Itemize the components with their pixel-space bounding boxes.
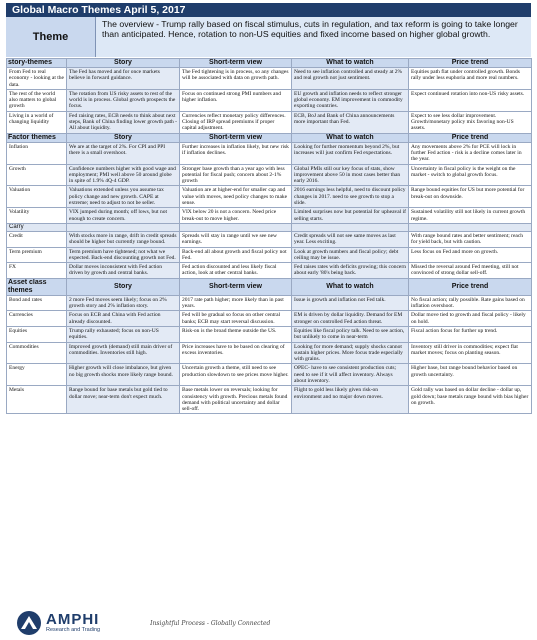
cell-story: Dollar moves inconsistent with Fed action driven by growth and central banks.: [67, 263, 180, 279]
cell-short: VIX below 20 is not a concern. Need price break-out to move higher.: [180, 208, 292, 224]
row-label: Valuation: [7, 186, 67, 208]
column-header-watch: What to watch: [292, 133, 409, 142]
column-header-short: Short-term view: [180, 59, 292, 68]
table-row: [7, 89, 532, 111]
cell-watch: Flight to gold less likely given risk-on environment and no major down moves.: [292, 386, 409, 414]
cell-story: We are at the target of 2%. For CPI and PPI there is a small overshoot.: [67, 142, 180, 164]
column-header-price: Price trend: [409, 278, 532, 295]
table-row: [7, 342, 532, 364]
section-header: [7, 59, 532, 68]
cell-watch: Look at growth numbers and fiscal policy; debt ceiling may be issue.: [292, 247, 409, 263]
section-label: Asset class themes: [7, 278, 67, 295]
table-row: [7, 186, 532, 208]
cell-watch: EU growth and inflation needs to reflect stronger global economy. EM improvement in commodity exporting countries.: [292, 89, 409, 111]
column-header-story: Story: [67, 133, 180, 142]
cell-price: Less focus on Fed and more on growth.: [409, 247, 532, 263]
section-label: story-themes: [7, 59, 67, 68]
cell-short: Spreads will stay in range until we see new earnings.: [180, 231, 292, 247]
cell-price: Sustained volatility still not likely in current growth regime.: [409, 208, 532, 224]
cell-price: Expect to see less dollar improvement. Growth/monetary policy mix favoring non-US assets.: [409, 111, 532, 133]
table-row: [7, 326, 532, 342]
cell-story: Fed raising rates, ECB needs to think about next steps, Bank of China finding lower growth path - All about liquidity.: [67, 111, 180, 133]
cell-story: Range bound for base metals but gold tied to dollar move; near-term don't expect much.: [67, 386, 180, 414]
cell-price: Missed the reversal around Fed meeting, still not convinced of strong dollar sell-off.: [409, 263, 532, 279]
overview-text: The overview - Trump rally based on fiscal stimulus, cuts in regulation, and tax reform is going to take longer than anticipated. Hence, rotation to non-US equities and fixed income based on higher global growth.: [96, 17, 531, 57]
cell-short: Stronger base growth than a year ago with less potential for fiscal push; concern about 2-1% growth: [180, 164, 292, 186]
cell-price: Inventory still driver in commodities; expect flat market moves; focus on planting season.: [409, 342, 532, 364]
themes-table: [6, 58, 532, 414]
cell-price: Gold rally was based on dollar decline - dollar up, gold down; base metals range bound with bias higher on growth.: [409, 386, 532, 414]
table-row: [7, 164, 532, 186]
table-row: [7, 231, 532, 247]
cell-price: Expect continued rotation into non-US risky assets.: [409, 89, 532, 111]
row-label: Credit: [7, 231, 67, 247]
cell-story: Term premium have tightened; not what we expected. Back-end discounting growth not Fed.: [67, 247, 180, 263]
cell-watch: Fed raises rates with deficits growing; this concern about early '80's being back.: [292, 263, 409, 279]
cell-short: 2017 rate path higher; more likely than in past years.: [180, 295, 292, 311]
cell-price: With range bound rates and better sentiment; reach for yield back, but with caution.: [409, 231, 532, 247]
cell-watch: EM is driven by dollar liquidity. Demand for EM stronger on controlled Fed action threat.: [292, 311, 409, 327]
table-row: [7, 295, 532, 311]
cell-short: Fed action discounted and less likely fiscal action, look at other central banks.: [180, 263, 292, 279]
column-header-story: Story: [67, 59, 180, 68]
theme-label: Theme: [6, 17, 96, 57]
table-row: [7, 386, 532, 414]
row-label: Growth: [7, 164, 67, 186]
row-label: Commodities: [7, 342, 67, 364]
cell-story: With stocks more in range, drift in credit spreads should be higher but currently range bound.: [67, 231, 180, 247]
cell-price: Higher base, but range bound behavior based on growth uncertainty.: [409, 364, 532, 386]
row-label: The rest of the world also matters to global growth: [7, 89, 67, 111]
amphi-logo-icon: [16, 610, 42, 636]
cell-watch: Need to see inflation controlled and steady at 2% and real growth not just sentiment.: [292, 68, 409, 90]
section-spacer: [292, 223, 409, 231]
cell-story: The rotation from US risky assets to rest of the world is in process. Global growth prospects the focus.: [67, 89, 180, 111]
column-header-short: Short-term view: [180, 278, 292, 295]
table-row: [7, 208, 532, 224]
table-row: [7, 111, 532, 133]
cell-short: Fed will be gradual so focus on other central banks; ECB may start reversal discussion.: [180, 311, 292, 327]
cell-story: Focus on ECB and China with Fed action already discounted.: [67, 311, 180, 327]
table-row: [7, 311, 532, 327]
logo-name: AMPHI: [46, 611, 100, 628]
column-header-watch: What to watch: [292, 59, 409, 68]
cell-short: Uncertain growth a theme, still need to see production slowdown to see prices move higher.: [180, 364, 292, 386]
cell-watch: Looking for further momentum beyond 2%, but increases will just confirm Fed expectations.: [292, 142, 409, 164]
cell-price: Uncertainty in fiscal policy is the weight on the market - switch to global growth focus.: [409, 164, 532, 186]
cell-price: Dollar move tied to growth and fiscal policy - likely on hold.: [409, 311, 532, 327]
cell-price: Equities path flat under controlled growth. Bonds rally under less euphoria and more real numbers.: [409, 68, 532, 90]
row-label: Currencies: [7, 311, 67, 327]
cell-watch: Equities like fiscal policy talk. Need to see action, but unlikely to come in near-term: [292, 326, 409, 342]
cell-watch: Limited surprises now but potential for upheaval if selling starts.: [292, 208, 409, 224]
cell-story: Trump rally exhausted; focus on non-US equities.: [67, 326, 180, 342]
table-row: [7, 263, 532, 279]
section-header: [7, 278, 532, 295]
row-label: From Fed to real economy - looking at the data.: [7, 68, 67, 90]
column-header-price: Price trend: [409, 133, 532, 142]
page-title: Global Macro Themes April 5, 2017: [6, 3, 531, 17]
row-label: Living in a world of changing liquidity: [7, 111, 67, 133]
section-spacer: [180, 223, 292, 231]
cell-short: Focus on continued strong PMI numbers and higher inflation.: [180, 89, 292, 111]
row-label: Energy: [7, 364, 67, 386]
cell-short: Base metals lower on reversals; looking for consistency with growth. Precious metals found demand with political uncertainty and dollar sell-off.: [180, 386, 292, 414]
section-spacer: [409, 223, 532, 231]
cell-story: Improved growth (demand) still main driver of commodities. Inventories still high.: [67, 342, 180, 364]
table-row: [7, 364, 532, 386]
cell-story: Higher growth will close imbalance, but given no big growth shocks more likely range bound.: [67, 364, 180, 386]
cell-price: Fiscal action focus for further up trend.: [409, 326, 532, 342]
row-label: Metals: [7, 386, 67, 414]
cell-story: 2 more Fed moves seem likely; focus on 2% growth story and 2% inflation story.: [67, 295, 180, 311]
cell-short: Risk-on is the broad theme outside the US.: [180, 326, 292, 342]
cell-watch: Global PMIs still our key focus of stats, show improvement above 50 in most cases better than early 2016.: [292, 164, 409, 186]
cell-story: Valuations extended unless you assume tax policy change and new growth. CAPE at extreme; need to adjust to not be seller.: [67, 186, 180, 208]
section-label: Carry: [7, 223, 67, 231]
cell-watch: 2016 earnings less helpful, need to discount policy changes in 2017. need to see growth to stop a slide.: [292, 186, 409, 208]
row-label: Inflation: [7, 142, 67, 164]
cell-story: Confidence numbers higher with good wage and employment; PMI well above 50 around globe in spite of 1.9% 4Q-4 GDP.: [67, 164, 180, 186]
section-label: Factor themes: [7, 133, 67, 142]
table-row: [7, 142, 532, 164]
footer: [6, 608, 531, 638]
overview-header: [6, 17, 531, 57]
cell-short: Further increases in inflation likely, but new risk if inflation declines.: [180, 142, 292, 164]
column-header-price: Price trend: [409, 59, 532, 68]
cell-short: Currencies reflect monetary policy differences. Closing of IRP spread premiums if proper capital adjustment.: [180, 111, 292, 133]
row-label: Term premium: [7, 247, 67, 263]
cell-short: Back-end all about growth and fiscal policy not Fed.: [180, 247, 292, 263]
logo-subtitle: Research and Trading: [46, 627, 101, 633]
table-row: [7, 68, 532, 90]
row-label: Volatility: [7, 208, 67, 224]
section-header: [7, 223, 532, 231]
cell-watch: ECB, BoJ and Bank of China announcements more important than Fed.: [292, 111, 409, 133]
cell-watch: Credit spreads will not see same moves as last year. Less exciting.: [292, 231, 409, 247]
section-header: [7, 133, 532, 142]
column-header-watch: What to watch: [292, 278, 409, 295]
cell-price: Range bound equities for US but more potential for break-out on downside.: [409, 186, 532, 208]
cell-watch: Looking for more demand; supply shocks cannot sustain higher prices. More focus trade especially with grains.: [292, 342, 409, 364]
cell-watch: Issue is growth and inflation not Fed talk.: [292, 295, 409, 311]
section-spacer: [67, 223, 180, 231]
cell-price: No fiscal action; rally possible. Rate gains based on inflation overshoot.: [409, 295, 532, 311]
row-label: FX: [7, 263, 67, 279]
footer-tagline: Insightful Process - Globally Connected: [150, 619, 271, 627]
cell-short: The Fed tightening is in process, so any changes will be associated with data on growth path.: [180, 68, 292, 90]
row-label: Equities: [7, 326, 67, 342]
row-label: Bond and rates: [7, 295, 67, 311]
column-header-story: Story: [67, 278, 180, 295]
cell-story: VIX jumped during month; off lows, but not enough to create concern.: [67, 208, 180, 224]
table-row: [7, 247, 532, 263]
cell-price: Any movements above 2% for PCE will lock in further Fed action - risk is a decline comes later in the year.: [409, 142, 532, 164]
cell-watch: OPEC- have to see consistent production cuts; need to see if it will affect inventory. Always about inventory.: [292, 364, 409, 386]
column-header-short: Short-term view: [180, 133, 292, 142]
cell-short: Price increases have to be based on clearing of excess inventories.: [180, 342, 292, 364]
cell-story: The Fed has moved and for once markets believe in forward guidance.: [67, 68, 180, 90]
cell-short: Valuation are at higher-end for smaller cap and value with moves, need policy changes to make sense.: [180, 186, 292, 208]
